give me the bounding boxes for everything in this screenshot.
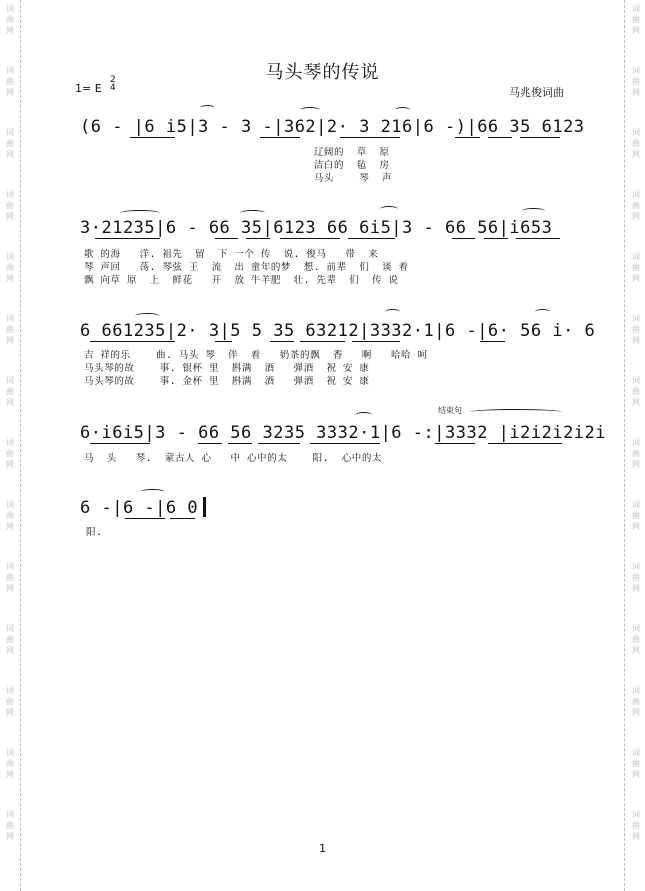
watermark-char: 词	[6, 500, 14, 509]
watermark-char: 网	[6, 26, 14, 35]
lyrics-line-1-verse-2: 洁白的 毡 房	[80, 160, 390, 171]
watermark-char: 曲	[632, 139, 640, 148]
watermark-char: 网	[6, 832, 14, 841]
song-title: 马头琴的传说	[265, 62, 380, 83]
beam-underline	[484, 238, 508, 239]
beam-underline	[270, 341, 294, 342]
watermark-char: 词	[6, 438, 14, 447]
watermark-char: 词	[6, 562, 14, 571]
watermark-char: 网	[6, 460, 14, 469]
slur-arc	[135, 313, 160, 319]
watermark-char: 词	[6, 252, 14, 261]
beam-underline	[95, 238, 160, 239]
watermark-char: 曲	[6, 821, 14, 830]
time-signature	[110, 76, 116, 92]
watermark-char: 曲	[6, 387, 14, 396]
beam-underline	[258, 443, 300, 444]
watermark-char: 曲	[632, 201, 640, 210]
watermark-char: 网	[632, 398, 640, 407]
watermark-char: 曲	[6, 77, 14, 86]
key-signature: 1= E	[75, 82, 102, 95]
slur-arc	[385, 309, 400, 315]
beam-underline	[520, 137, 560, 138]
time-signature-top: 2	[110, 75, 116, 85]
watermark-char: 曲	[6, 511, 14, 520]
watermark-char: 词	[632, 66, 640, 75]
page-number: 1	[319, 842, 326, 855]
time-signature-bottom: 4	[110, 83, 116, 93]
beam-underline	[280, 238, 340, 239]
ending-mark: 结束句	[438, 406, 462, 415]
slur-arc	[470, 409, 562, 415]
watermark-char: 词	[6, 748, 14, 757]
watermark-char: 曲	[632, 635, 640, 644]
watermark-char: 网	[632, 584, 640, 593]
watermark-char: 词	[632, 562, 640, 571]
watermark-char: 词	[6, 624, 14, 633]
watermark-char: 网	[632, 26, 640, 35]
lyrics-line-4-verse-1: 马 头 琴. 蒙古人 心 中 心中的太 阳. 心中的太	[84, 453, 383, 464]
watermark-char: 网	[632, 522, 640, 531]
lyrics-line-1-verse-1: 辽阔的 草 原	[80, 147, 390, 158]
beam-underline	[516, 238, 560, 239]
watermark-char: 词	[632, 252, 640, 261]
watermark-char: 网	[632, 646, 640, 655]
lyrics-line-2-verse-1: 歌 的海 洋. 祖先 留 下 一个 传 说. 俊马 带 来	[84, 249, 379, 260]
beam-underline	[480, 341, 505, 342]
beam-underline	[90, 341, 175, 342]
watermark-char: 网	[6, 708, 14, 717]
watermark-char: 词	[632, 128, 640, 137]
beam-underline	[125, 518, 165, 519]
slur-arc	[355, 412, 372, 418]
slur-arc	[395, 107, 410, 113]
slur-arc	[380, 206, 398, 212]
beam-underline	[348, 238, 395, 239]
watermark-char: 词	[6, 376, 14, 385]
watermark-char: 曲	[6, 139, 14, 148]
notation-line-2: 3·21235|6 - 66 35|6123 66 6i5|3 - 66 56|i653	[80, 218, 553, 238]
watermark-char: 网	[632, 460, 640, 469]
watermark-char: 词	[632, 190, 640, 199]
beam-underline	[300, 341, 345, 342]
watermark-char: 曲	[632, 15, 640, 24]
watermark-char: 曲	[632, 821, 640, 830]
watermark-char: 词	[6, 128, 14, 137]
watermark-char: 曲	[632, 511, 640, 520]
watermark-char: 网	[632, 770, 640, 779]
watermark-char: 曲	[632, 573, 640, 582]
beam-underline	[215, 341, 232, 342]
watermark-char: 网	[6, 646, 14, 655]
beam-underline	[228, 443, 252, 444]
watermark-char: 网	[6, 150, 14, 159]
beam-underline	[488, 443, 562, 444]
beam-underline	[488, 137, 512, 138]
watermark-char: 曲	[6, 635, 14, 644]
notation-line-3: 6 661235|2· 3|5 5 35 63212|3332·1|6 -|6· 56 i· 6	[80, 321, 596, 341]
slur-arc	[522, 208, 545, 214]
watermark-char: 曲	[632, 759, 640, 768]
slur-arc	[300, 107, 320, 113]
watermark-char: 网	[6, 398, 14, 407]
watermark-char: 网	[632, 212, 640, 221]
watermark-char: 网	[6, 212, 14, 221]
beam-underline	[455, 137, 480, 138]
watermark-char: 词	[6, 66, 14, 75]
right-border	[624, 0, 626, 891]
watermark-char: 词	[632, 314, 640, 323]
watermark-char: 网	[632, 832, 640, 841]
watermark-char: 曲	[632, 325, 640, 334]
watermark-char: 网	[6, 770, 14, 779]
watermark-char: 词	[6, 314, 14, 323]
slur-arc	[120, 210, 160, 216]
watermark-char: 词	[632, 748, 640, 757]
watermark-char: 词	[6, 810, 14, 819]
lyrics-line-5-verse-1: 阳.	[86, 527, 103, 538]
watermark-char: 词	[632, 686, 640, 695]
lyrics-line-3-verse-1: 吉 祥的乐 曲. 马头 琴 伴 着 奶茶的飘 香 啊 哈哈 呵	[84, 350, 428, 361]
watermark-char: 词	[632, 624, 640, 633]
watermark-char: 曲	[6, 263, 14, 272]
beam-underline	[352, 341, 400, 342]
lyrics-line-2-verse-2: 琴 声回 荡. 琴弦 王 流 出 童年的梦 想. 前辈 们 谈 着	[84, 262, 409, 273]
watermark-char: 网	[6, 584, 14, 593]
watermark-char: 网	[6, 522, 14, 531]
watermark-char: 网	[632, 336, 640, 345]
watermark-char: 曲	[6, 15, 14, 24]
watermark-char: 网	[6, 274, 14, 283]
watermark-char: 网	[6, 336, 14, 345]
slur-arc	[200, 105, 215, 111]
watermark-char: 曲	[6, 325, 14, 334]
watermark-char: 曲	[6, 201, 14, 210]
watermark-char: 词	[632, 438, 640, 447]
watermark-char: 网	[632, 708, 640, 717]
final-barline	[203, 497, 206, 517]
lyrics-line-1-verse-3: 马头 琴 声	[80, 173, 393, 184]
watermark-char: 词	[6, 4, 14, 13]
beam-underline	[435, 443, 475, 444]
watermark-char: 曲	[632, 449, 640, 458]
watermark-char: 曲	[6, 449, 14, 458]
beam-underline	[130, 137, 175, 138]
watermark-char: 词	[632, 810, 640, 819]
watermark-char: 网	[632, 274, 640, 283]
watermark-char: 曲	[632, 387, 640, 396]
beam-underline	[452, 238, 475, 239]
slur-arc	[140, 489, 165, 495]
beam-underline	[215, 238, 238, 239]
watermark-char: 曲	[632, 77, 640, 86]
slur-arc	[535, 309, 550, 315]
watermark-char: 网	[632, 150, 640, 159]
watermark-char: 词	[632, 376, 640, 385]
beam-underline	[198, 443, 222, 444]
watermark-char: 曲	[6, 573, 14, 582]
watermark-char: 词	[632, 4, 640, 13]
watermark-char: 曲	[6, 759, 14, 768]
notation-line-1: (6 - |6 i5|3 - 3 -|362|2· 3 216|6 -)|66 35 6123	[80, 117, 585, 137]
lyrics-line-3-verse-3: 马头琴的故 事. 金杯 里 斟满 酒 弹酒 祝 安 康	[84, 376, 370, 387]
beam-underline	[260, 137, 300, 138]
watermark-char: 词	[6, 686, 14, 695]
notation-line-5: 6 -|6 -|6 0	[80, 498, 199, 518]
beam-underline	[170, 518, 195, 519]
notation-line-4: 6·i6i5|3 - 66 56 3235 3332·1|6 -:|3332 |i2i2i2i2i	[80, 423, 607, 443]
watermark-char: 曲	[6, 697, 14, 706]
watermark-char: 曲	[632, 263, 640, 272]
beam-underline	[246, 238, 270, 239]
lyrics-line-2-verse-3: 飘 向草 原 上 鲜花 开 放 牛羊肥 壮. 先辈 们 传 说	[84, 275, 399, 286]
beam-underline	[340, 137, 400, 138]
watermark-char: 曲	[632, 697, 640, 706]
beam-underline	[310, 443, 380, 444]
beam-underline	[90, 443, 150, 444]
watermark-char: 词	[632, 500, 640, 509]
watermark-char: 网	[6, 88, 14, 97]
left-border	[20, 0, 22, 891]
slur-arc	[240, 210, 265, 216]
author-credit: 马兆俊词曲	[509, 86, 564, 99]
watermark-char: 网	[632, 88, 640, 97]
lyrics-line-3-verse-2: 马头琴的故 事. 银杯 里 斟满 酒 弹酒 祝 安 康	[84, 363, 370, 374]
watermark-char: 词	[6, 190, 14, 199]
